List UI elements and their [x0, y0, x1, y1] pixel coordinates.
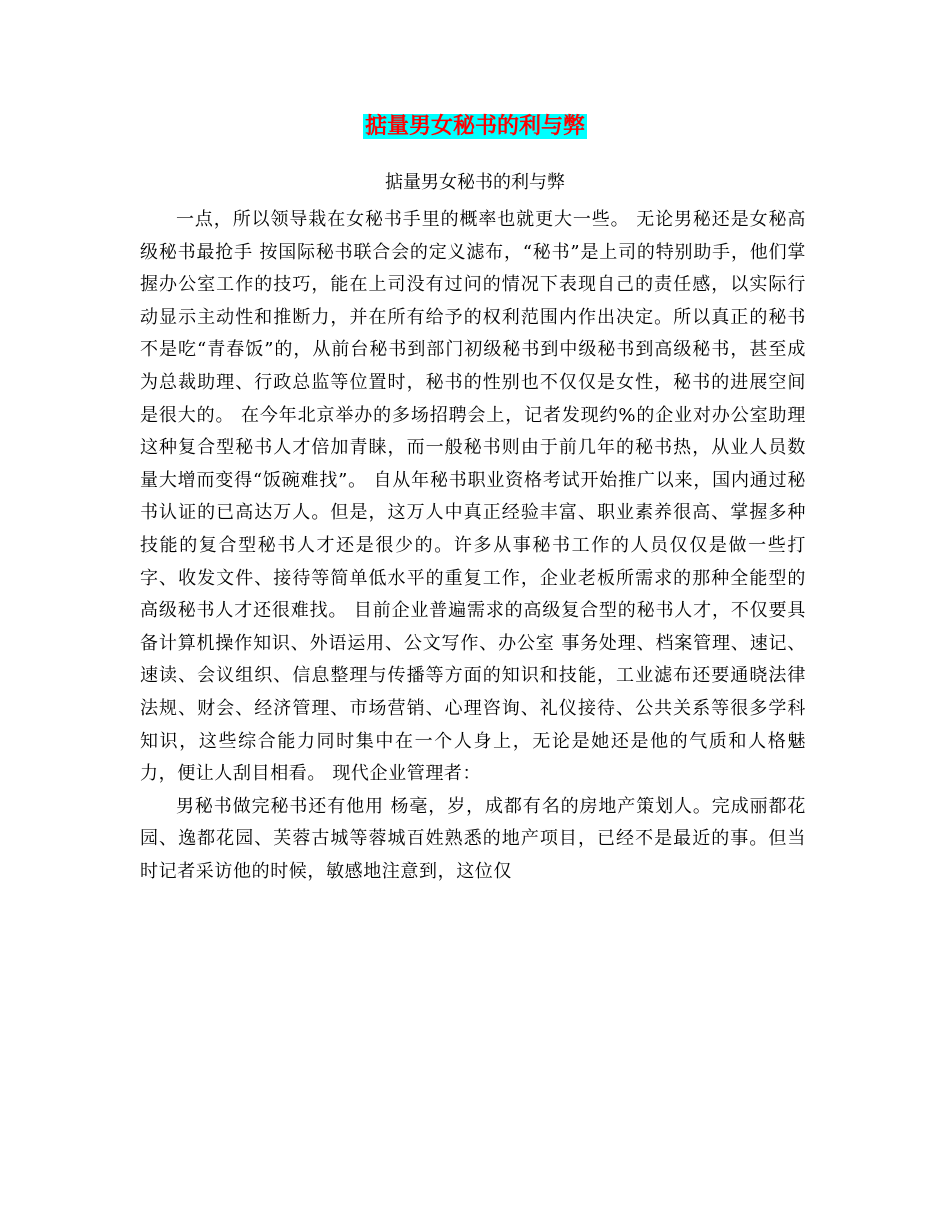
body-paragraph: 男秘书做完秘书还有他用 杨毫，岁，成都有名的房地产策划人。完成丽都花园、逸都花园、芙蓉古城等蓉城百姓熟悉的地产项目，已经不是最近的事。但当时记者采访他的时候，敏感地注意到，这位仅	[140, 795, 806, 882]
body-paragraph: 一点，所以领导栽在女秘书手里的概率也就更大一些。 无论男秘还是女秘高级秘书最抢手 按国际秘书联合会的定义滤布，“秘书”是上司的特别助手，他们掌握办公室工作的技巧，能在上司没有过问的情况下表现自己的责任感，以实际行动显示主动性和推断力，并在所有给予的权利范围内作出决定。所以真正的秘书不是吃“青春饭”的，从前台秘书到部门初级秘书到中级秘书到高级秘书，甚至成为总裁助理、行政总监等位置时，秘书的性别也不仅仅是女性，秘书的进展空间是很大的。 在今年北京举办的多场招聘会上，记者发现约%的企业对办公室助理这种复合型秘书人才倍加青睐，而一般秘书则由于前几年的秘书热，从业人员数量大增而变得“饭碗难找”。 自从年秘书职业资格考试开始推广以来，国内通过秘书认证的已高达万人。但是，这万人中真正经验丰富、职业素养很高、掌握多种技能的复合型秘书人才还是很少的。许多从事秘书工作的人员仅仅是做一些打字、收发文件、接待等简单低水平的重复工作，企业老板所需求的那种全能型的高级秘书人才还很难找。 目前企业普遍需求的高级复合型的秘书人才，不仅要具备计算机操作知识、外语运用、公文写作、办公室 事务处理、档案管理、速记、速读、会议组织、信息整理与传播等方面的知识和技能，工业滤布还要通晓法律法规、财会、经济管理、市场营销、心理咨询、礼仪接待、公共关系等很多学科知识，这些综合能力同时集中在一个人身上，无论是她还是他的气质和人格魅力，便让人刮目相看。 现代企业管理者：	[140, 209, 806, 785]
document-body	[140, 204, 806, 888]
document-title-highlight: 掂量男女秘书的利与弊	[364, 114, 585, 139]
document-subtitle: 掂量男女秘书的利与弊	[385, 172, 565, 193]
document-title	[0, 110, 950, 144]
